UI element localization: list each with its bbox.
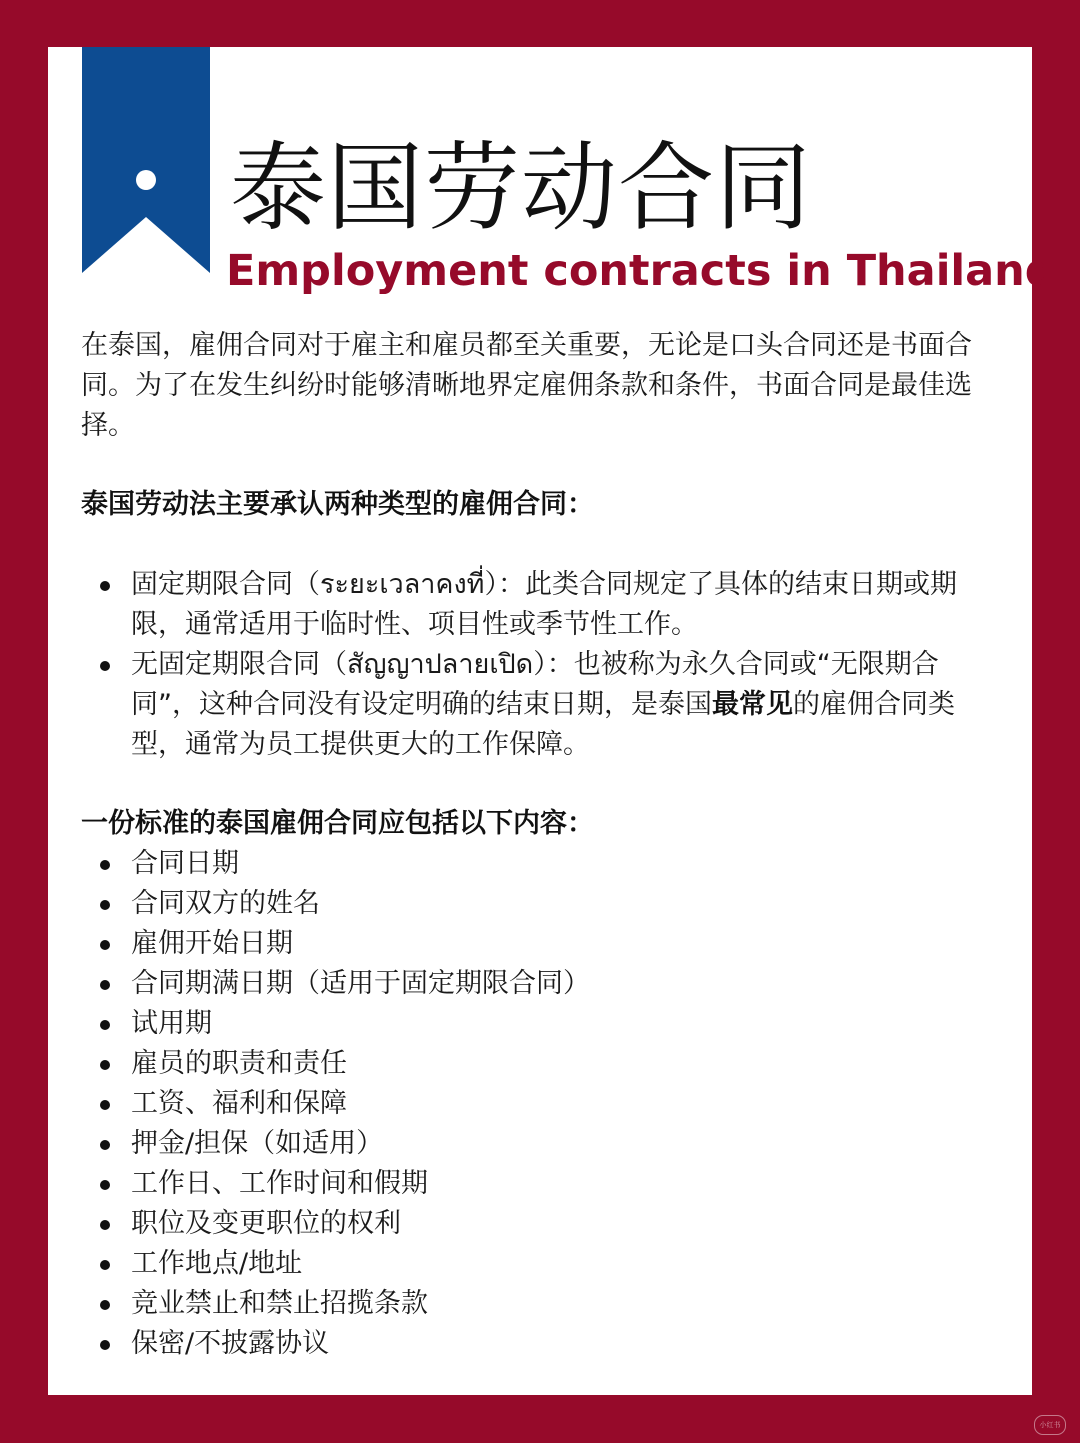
bullet-dot-icon — [100, 661, 110, 671]
bullet-dot-icon — [100, 1340, 110, 1350]
list-item-text: 职位及变更职位的权利 — [131, 1208, 401, 1239]
list-item — [81, 844, 991, 884]
list-item — [81, 924, 991, 964]
list-item-text: 雇佣开始日期 — [131, 928, 293, 959]
list-item-text: 竞业禁止和禁止招揽条款 — [131, 1288, 428, 1319]
list-item-text: 试用期 — [131, 1008, 212, 1039]
list-item-text: 无固定期限合同（สัญญาปลายเปิด）：也被称为永久合同或“无限期合同”，这种合同没有设定明确的结束日期，是泰国 — [131, 649, 939, 720]
watermark-badge: 小红书 — [1034, 1415, 1066, 1435]
list-item-text: 合同期满日期（适用于固定期限合同） — [131, 968, 590, 999]
list-item-text: 雇员的职责和责任 — [131, 1048, 347, 1079]
list-item-text: 工作日、工作时间和假期 — [131, 1168, 428, 1199]
contents-heading: 一份标准的泰国雇佣合同应包括以下内容： — [81, 808, 594, 839]
emphasis-text: 最常见 — [712, 689, 793, 720]
bullet-dot-icon — [100, 1140, 110, 1150]
list-item-text: 固定期限合同（ระยะเวลาคงที่）：此类合同规定了具体的结束日期或期限，通常适用于临时性、项目性或季节性工作。 — [131, 569, 957, 640]
contract-types-list — [81, 565, 991, 765]
list-item — [81, 1004, 991, 1044]
list-item — [81, 1324, 991, 1364]
content-card — [48, 47, 1056, 1395]
types-heading: 泰国劳动法主要承认两种类型的雇佣合同： — [81, 489, 594, 520]
bullet-dot-icon — [100, 980, 110, 990]
bullet-dot-icon — [100, 860, 110, 870]
bullet-dot-icon — [100, 1100, 110, 1110]
bullet-dot-icon — [100, 900, 110, 910]
list-item — [81, 1044, 991, 1084]
list-item — [81, 565, 991, 645]
bookmark-ribbon-icon — [82, 47, 210, 273]
bullet-dot-icon — [100, 1060, 110, 1070]
bullet-dot-icon — [100, 940, 110, 950]
bullet-dot-icon — [100, 1220, 110, 1230]
list-item — [81, 1084, 991, 1124]
bullet-dot-icon — [100, 1020, 110, 1030]
list-item — [81, 884, 991, 924]
list-item-text: 工作地点/地址 — [131, 1248, 303, 1279]
contract-contents-list — [81, 844, 991, 1364]
page-subtitle: Employment contracts in Thailand — [226, 246, 1056, 296]
bullet-dot-icon — [100, 1300, 110, 1310]
list-item — [81, 964, 991, 1004]
list-item-text: 押金/担保（如适用） — [131, 1128, 384, 1159]
bullet-dot-icon — [100, 581, 110, 591]
bullet-dot-icon — [100, 1180, 110, 1190]
list-item — [81, 1204, 991, 1244]
list-item-text: 的雇佣合同类型，通常为员工提供更大的工作保障。 — [131, 689, 955, 760]
list-item — [81, 1124, 991, 1164]
page-title: 泰国劳动合同 — [230, 132, 812, 244]
list-item — [81, 1284, 991, 1324]
list-item-text: 保密/不披露协议 — [131, 1328, 330, 1359]
list-item — [81, 645, 991, 765]
intro-paragraph: 在泰国，雇佣合同对于雇主和雇员都至关重要，无论是口头合同还是书面合同。为了在发生纠纷时能够清晰地界定雇佣条款和条件，书面合同是最佳选择。 — [81, 330, 972, 441]
list-item-text: 合同日期 — [131, 848, 239, 879]
list-item-text: 合同双方的姓名 — [131, 888, 320, 919]
bullet-dot-icon — [100, 1260, 110, 1270]
list-item — [81, 1164, 991, 1204]
list-item-text: 工资、福利和保障 — [131, 1088, 347, 1119]
list-item — [81, 1244, 991, 1284]
